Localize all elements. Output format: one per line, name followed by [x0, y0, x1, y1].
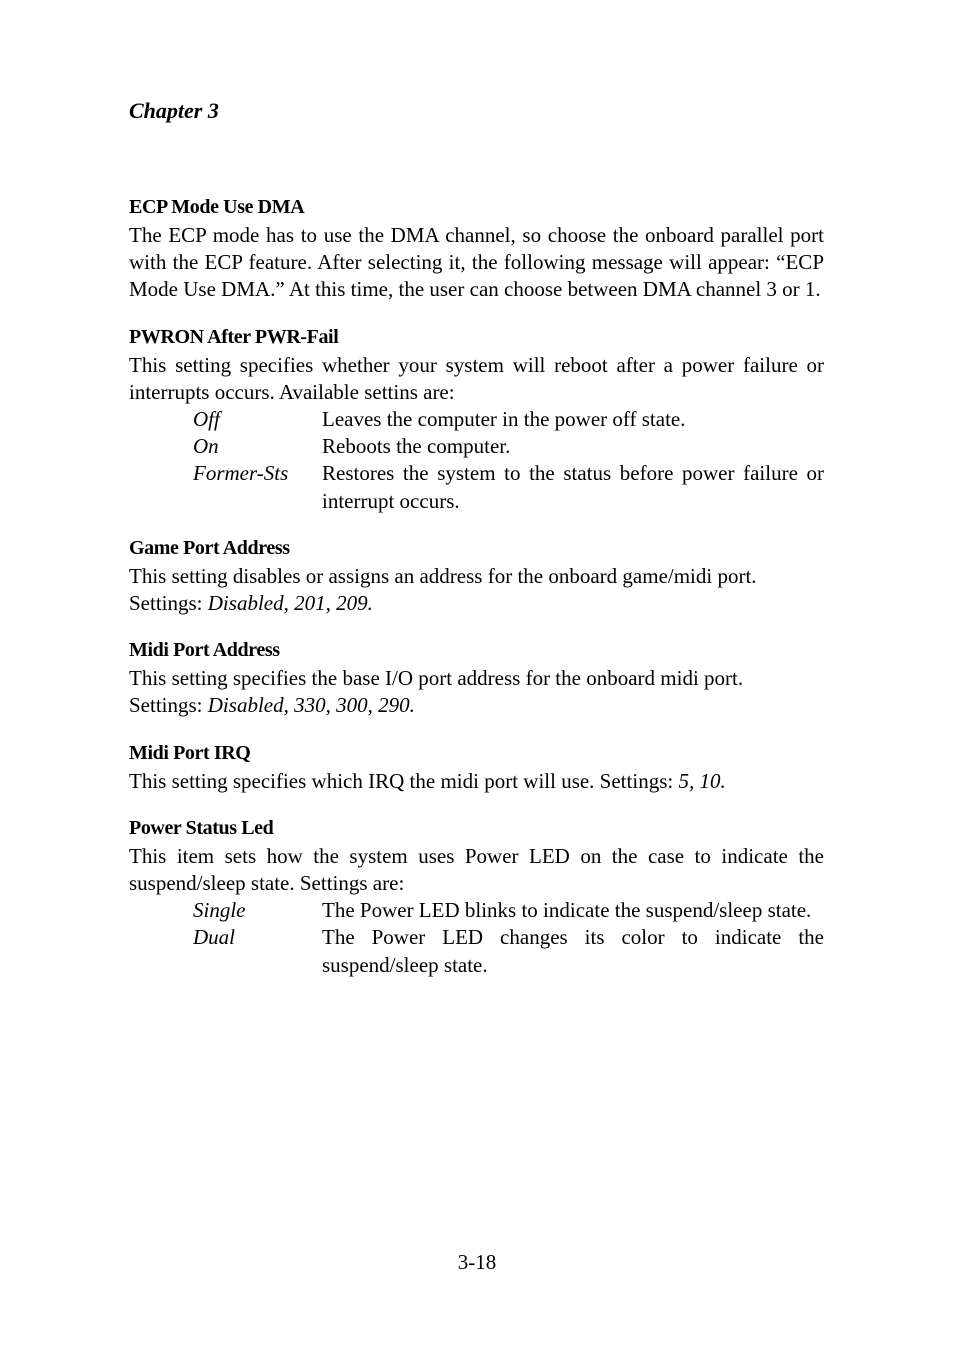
section-power-status-led: [129, 814, 824, 979]
section-body: This setting specifies whether your system will reboot after a power failure or interrupts occurs. Available settins are:: [129, 352, 824, 404]
section-pwron-after-pwr-fail: [129, 323, 824, 515]
settings-line: [129, 692, 824, 719]
section-heading: Power Status Led: [129, 816, 274, 839]
chapter-header: Chapter 3: [129, 98, 219, 123]
section-heading: Game Port Address: [129, 536, 290, 559]
settings-list: [129, 897, 824, 979]
setting-term: On: [193, 434, 219, 459]
section-body: This item sets how the system uses Power LED on the case to indicate the suspend/sleep state. Settings are:: [129, 843, 824, 896]
setting-row-dual: [193, 924, 824, 978]
page-number: 3-18: [457, 1250, 497, 1274]
setting-description: The Power LED changes its color to indicate the suspend/sleep state.: [322, 925, 824, 977]
setting-description: Reboots the computer.: [322, 434, 511, 459]
setting-row-single: [193, 897, 824, 924]
setting-description: Leaves the computer in the power off state.: [322, 407, 686, 432]
section-body: This setting disables or assigns an address for the onboard game/midi port.: [129, 563, 757, 588]
section-ecp-mode-use-dma: [129, 193, 824, 304]
settings-values: 5, 10.: [678, 768, 726, 793]
settings-values: Disabled, 330, 300, 290.: [207, 693, 415, 718]
section-body: This setting specifies the base I/O port address for the onboard midi port.: [129, 666, 744, 691]
setting-term: Single: [193, 898, 246, 923]
section-heading: PWRON After PWR-Fail: [129, 325, 339, 348]
settings-values: Disabled, 201, 209.: [207, 591, 373, 616]
setting-row-former-sts: [193, 460, 824, 514]
section-heading: Midi Port Address: [129, 639, 280, 662]
section-game-port-address: [129, 534, 824, 617]
settings-label: Settings:: [129, 693, 208, 718]
setting-term: Off: [193, 407, 220, 432]
section-body: [129, 768, 824, 795]
section-midi-port-address: [129, 636, 824, 719]
manual-content: [129, 193, 824, 998]
setting-term: Dual: [193, 925, 235, 950]
settings-list: [129, 406, 824, 515]
section-heading: ECP Mode Use DMA: [129, 196, 305, 218]
setting-row-off: [193, 406, 824, 433]
section-body: The ECP mode has to use the DMA channel, so choose the onboard parallel port with the ECP feature. After selecting it, the following message will appear: “ECP Mode Use DMA.” At this time, the user can choose between DMA channel 3 or 1.: [129, 223, 824, 302]
setting-row-on: [193, 433, 824, 460]
section-midi-port-irq: [129, 739, 824, 795]
settings-line: [129, 590, 824, 617]
section-heading: Midi Port IRQ: [129, 741, 251, 764]
settings-label: Settings:: [129, 591, 208, 616]
setting-description: Restores the system to the status before power failure or interrupt occurs.: [322, 461, 824, 513]
setting-term: Former-Sts: [193, 461, 289, 486]
body-text: This setting specifies which IRQ the midi port will use. Settings:: [129, 768, 679, 793]
setting-description: The Power LED blinks to indicate the suspend/sleep state.: [322, 898, 812, 923]
